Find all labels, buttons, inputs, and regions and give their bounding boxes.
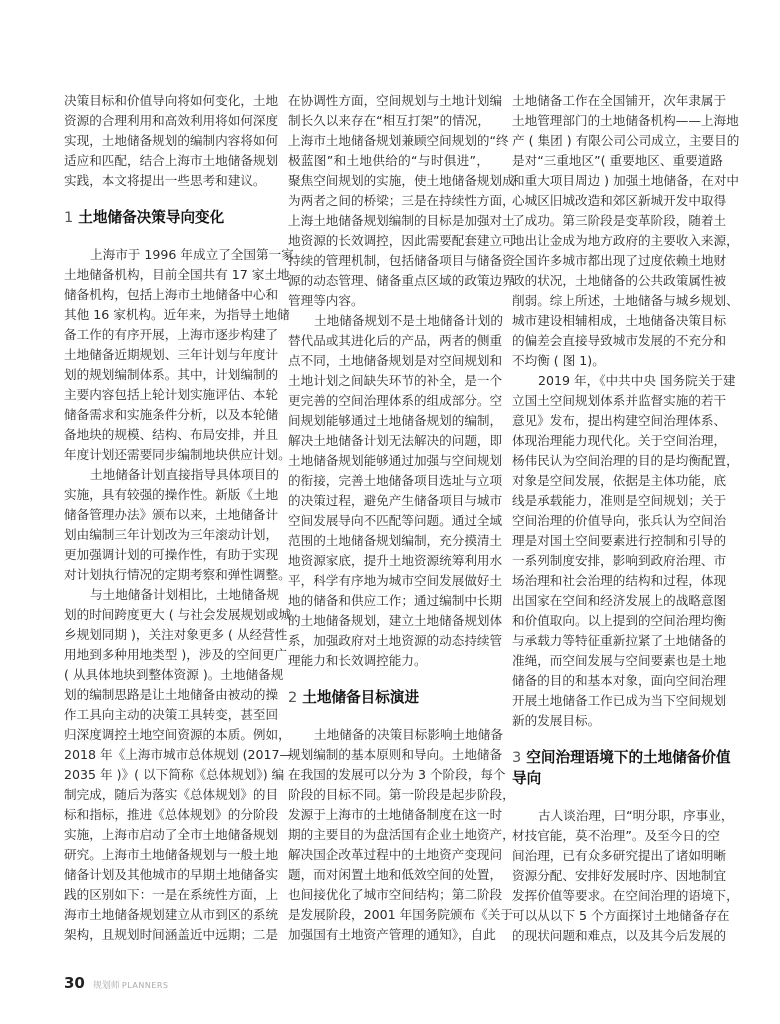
text-line: 规划编制的基本原则和导向。土地储备	[288, 747, 503, 762]
text-line: 理是对国土空间要素进行控制和引导的	[512, 533, 727, 548]
text-line: 更加强调计划的可操作性，有助于实现	[64, 547, 279, 562]
text-line: 土地计划之间缺失环节的补全，是一个	[288, 373, 503, 388]
text-line: 线是承载能力，准则是空间规划；关于	[512, 493, 727, 508]
text-line: 资源分配、安排好发展时序、因地制宜	[512, 868, 727, 883]
section-number: 2	[288, 689, 298, 706]
text-line: 空间发展导向不匹配等问题。通过全域	[288, 513, 503, 528]
text-line: 2019 年，《中共中央 国务院关于建	[538, 373, 736, 388]
text-line: 在我国的发展可以分为 3 个阶段，每个	[288, 767, 506, 782]
text-line: 储备的目的和基本对象，面向空间治理	[512, 673, 727, 688]
text-column-3	[512, 91, 740, 946]
page-number: 30	[64, 974, 85, 992]
text-line: 标和指标，推进《总体规划》的分阶段	[64, 807, 279, 822]
text-line: 实施，上海市启动了全市土地储备规划	[64, 827, 279, 842]
journal-name: 规划师	[92, 981, 120, 991]
text-line: 实践，本文将提出一些思考和建议。	[64, 173, 266, 188]
text-line: 期的主要目的为盘活国有企业土地资产，	[288, 827, 515, 842]
section-title: 空间治理语境下的土地储备价值	[526, 749, 731, 766]
text-line: 研究。上海市土地储备规划与一般土地	[64, 847, 279, 862]
text-line: 地出让金成为地方政府的主要收入来源，	[512, 233, 739, 248]
text-line: 用地到多种用地类型 )，涉及的空间更广	[64, 647, 288, 662]
text-line: 土地储备工作在全国铺开，次年隶属于	[512, 93, 727, 108]
text-line: 解决国企改革过程中的土地资产变现问	[288, 847, 503, 862]
text-line: 在协调性方面，空间规划与土地计划编	[288, 93, 503, 108]
text-line: 备地块的规模、结构、布局安排，并且	[64, 427, 279, 442]
paragraph	[64, 91, 279, 191]
text-line: 资源的合理利用和高效利用将如何深度	[64, 113, 279, 128]
text-line: 题，而对闲置土地和低效空间的处置，	[288, 867, 503, 882]
text-line: 主要内容包括上轮计划实施评估、本轮	[64, 387, 279, 402]
text-line: 储备管理办法》颁布以来，土地储备计	[64, 507, 279, 522]
text-column-2	[288, 91, 515, 945]
text-line: 地资源的长效调控，因此需要配套建立可	[288, 233, 515, 248]
text-line: 解决土地储备计划无法解决的问题，即	[288, 433, 503, 448]
section-heading	[512, 747, 731, 789]
paragraph	[288, 91, 515, 311]
text-line: 全国许多城市都出现了过度依赖土地财	[512, 253, 727, 268]
text-line: 心城区旧城改造和郊区新城开发中取得	[512, 193, 727, 208]
text-line: 产 ( 集团 ) 有限公司公司成立，主要目的	[512, 133, 740, 148]
text-line: 出国家在空间和经济发展上的战略意图	[512, 593, 727, 608]
text-line: 土地管理部门的土地储备机构——上海地	[512, 113, 739, 128]
text-line: 备工作的有序开展，上海市逐步构建了	[64, 327, 279, 342]
text-line: 与承载力等特征重新拉紧了土地储备的	[512, 633, 727, 648]
text-line: 决策目标和价值导向将如何变化，土地	[64, 93, 279, 108]
text-line: 的衔接，完善土地储备项目选址与立项	[288, 473, 503, 488]
text-line: 实现，土地储备规划的编制内容将如何	[64, 133, 279, 148]
text-line: 城市建设相辅相成，土地储备决策目标	[512, 313, 727, 328]
section-title: 土地储备决策导向变化	[78, 209, 225, 226]
text-line: 为两者之间的桥梁；三是在持续性方面，	[288, 193, 515, 208]
text-line: 聚焦空间规划的实施，使土地储备规划成	[288, 173, 515, 188]
text-line: 土地储备近期规划、三年计划与年度计	[64, 347, 279, 362]
text-line: 持续的管理机制，包括储备项目与储备资	[288, 253, 515, 268]
text-line: 划的规划编制体系。其中，计划编制的	[64, 367, 279, 382]
text-column-1	[64, 91, 294, 945]
text-line: 场治理和社会治理的结构和过程，体现	[512, 573, 727, 588]
text-line: ( 从具体地块到整体资源 )。土地储备规	[64, 667, 284, 682]
text-line: 土地储备规划能够通过加强与空间规划	[288, 453, 503, 468]
text-line: 发源于上海市的土地储备制度在这一时	[288, 807, 503, 822]
text-line: 古人谈治理，曰“明分职，序事业，	[538, 808, 734, 823]
text-line: 2018 年《上海市城市总体规划 (2017—	[64, 747, 293, 762]
paragraph	[512, 806, 739, 946]
section-heading	[64, 207, 265, 228]
text-line: 的土地储备规划，建立土地储备规划体	[288, 613, 503, 628]
text-line: 与土地储备计划相比，土地储备规	[90, 587, 279, 602]
text-line: 土地储备计划直接指导具体项目的	[90, 467, 279, 482]
text-line: 的现状问题和难点，以及其今后发展的	[512, 928, 727, 943]
text-line: 划的编制思路是让土地储备由被动的操	[64, 687, 279, 702]
text-line: 归深度调控土地空间资源的本质。例如，	[64, 727, 291, 742]
text-line: 上海土地储备规划编制的目标是加强对土	[288, 213, 515, 228]
text-line: 开展土地储备工作已成为当下空间规划	[512, 693, 727, 708]
text-line: 年度计划还需要同步编制地块供应计划。	[64, 447, 291, 462]
section-number: 1	[64, 209, 74, 226]
text-line: 准绳，而空间发展与空间要素也是土地	[512, 653, 727, 668]
text-line: 适应和匹配，结合上海市土地储备规划	[64, 153, 279, 168]
text-line: 是对“三重地区”( 重要地区、重要道路	[512, 153, 723, 168]
text-line: 海市土地储备规划建立从市到区的系统	[64, 907, 279, 922]
text-line: 平，科学有序地为城市空间发展做好土	[288, 573, 503, 588]
paragraph	[512, 91, 740, 371]
text-line: 间规划能够通过土地储备规划的编制，	[288, 413, 503, 428]
text-line: 践的区别如下：一是在系统性方面，上	[64, 887, 279, 902]
text-line: 地的储备和供应工作；通过编制中长期	[288, 593, 503, 608]
paragraph	[64, 465, 291, 585]
text-line: 发挥价值等要求。在空间治理的语境下，	[512, 888, 739, 903]
text-line: 和重大项目周边 ) 加强土地储备，在对中	[512, 173, 740, 188]
text-line: 的偏差会直接导致城市发展的不充分和	[512, 333, 727, 348]
text-line: 其他 16 家机构。近年来，为指导土地储	[64, 307, 290, 322]
text-line: 地资源家底，提升土地资源统筹利用水	[288, 553, 503, 568]
text-line: 材技官能，莫不治理”。及至今日的空	[512, 828, 721, 843]
text-line: 上海市土地储备规划兼顾空间规划的“终	[288, 133, 509, 148]
text-line: 更完善的空间治理体系的组成部分。空	[288, 393, 503, 408]
text-line: 是发展阶段，2001 年国务院颁布《关于	[288, 907, 513, 922]
text-line: 作工具向主动的决策工具转变，甚至回	[64, 707, 279, 722]
text-line: 间治理，已有众多研究提出了诸如明晰	[512, 848, 727, 863]
text-line: 划的时间跨度更大 ( 与社会发展规划或城	[64, 607, 292, 622]
section-title: 导向	[512, 770, 542, 787]
text-line: 制完成，随后为落实《总体规划》的目	[64, 787, 279, 802]
text-line: 上海市于 1996 年成立了全国第一家	[90, 247, 294, 262]
text-line: 架构，且规划时间涵盖近中远期；二是	[64, 927, 279, 942]
paragraph	[64, 245, 294, 465]
text-line: 立国土空间规划体系并监督实施的若干	[512, 393, 727, 408]
section-heading	[288, 687, 489, 708]
text-line: 储备计划及其他城市的早期土地储备实	[64, 867, 279, 882]
text-line: 一系列制度安排，影响到政府治理、市	[512, 553, 727, 568]
paragraph	[288, 311, 503, 671]
text-line: 范围的土地储备规划编制，充分摸清土	[288, 533, 503, 548]
text-line: 管理等内容。	[288, 293, 364, 308]
text-line: 政的状况，土地储备的公共政策属性被	[512, 273, 727, 288]
text-line: 极蓝图”和土地供给的“与时俱进”，	[288, 153, 489, 168]
text-line: 对计划执行情况的定期考察和弹性调整。	[64, 567, 291, 582]
text-line: 和价值取向。以上提到的空间治理均衡	[512, 613, 727, 628]
text-line: 阶段的目标不同。第一阶段是起步阶段，	[288, 787, 515, 802]
text-line: 点不同，土地储备规划是对空间规划和	[288, 353, 503, 368]
text-line: 系，加强政府对土地资源的动态持续管	[288, 633, 503, 648]
text-line: 了成功。第三阶段是变革阶段，随着土	[512, 213, 727, 228]
text-line: 土地储备的决策目标影响土地储备	[314, 727, 503, 742]
text-line: 划由编制三年计划改为三年滚动计划，	[64, 527, 279, 542]
text-line: 杨伟民认为空间治理的目的是均衡配置，	[512, 453, 739, 468]
text-line: 制长久以来存在“相互打架”的情况，	[288, 113, 490, 128]
text-line: 的决策过程，避免产生储备项目与城市	[288, 493, 503, 508]
text-line: 意见》发布，提出构建空间治理体系、	[512, 413, 727, 428]
text-line: 储备机构，包括上海市土地储备中心和	[64, 287, 279, 302]
paragraph	[512, 371, 739, 731]
section-title: 土地储备目标演进	[302, 689, 420, 706]
text-line: 体现治理能力现代化。关于空间治理，	[512, 433, 727, 448]
page-footer	[64, 974, 169, 992]
text-line: 可以从以下 5 个方面探讨土地储备存在	[512, 908, 730, 923]
text-line: 源的动态管理、储备重点区域的政策边界	[288, 273, 515, 288]
text-line: 土地储备规划不是土地储备计划的	[314, 313, 503, 328]
journal-name-en: PLANNERS	[121, 981, 169, 990]
text-line: 替代品或其进化后的产品，两者的侧重	[288, 333, 503, 348]
text-line: 加强国有土地资产管理的通知》，自此	[288, 927, 496, 942]
text-line: 削弱。综上所述，土地储备与城乡规划、	[512, 293, 739, 308]
text-line: 新的发展目标。	[512, 713, 601, 728]
text-line: 实施，具有较强的操作性。新版《土地	[64, 487, 279, 502]
text-line: 理能力和长效调控能力。	[288, 653, 427, 668]
text-line: 也间接优化了城市空间结构；第二阶段	[288, 887, 503, 902]
text-line: 乡规划同期 )，关注对象更多 ( 从经营性	[64, 627, 288, 642]
paragraph	[64, 585, 293, 945]
text-line: 对象是空间发展，依据是主体功能，底	[512, 473, 727, 488]
text-line: 土地储备机构，目前全国共有 17 家土地	[64, 267, 290, 282]
text-line: 2035 年 )》( 以下简称《总体规划》) 编	[64, 767, 285, 782]
section-number: 3	[512, 749, 522, 766]
text-line: 储备需求和实施条件分析，以及本轮储	[64, 407, 279, 422]
paragraph	[288, 725, 515, 945]
text-line: 不均衡 ( 图 1)。	[512, 353, 605, 368]
text-line: 空间治理的价值导向，张兵认为空间治	[512, 513, 727, 528]
